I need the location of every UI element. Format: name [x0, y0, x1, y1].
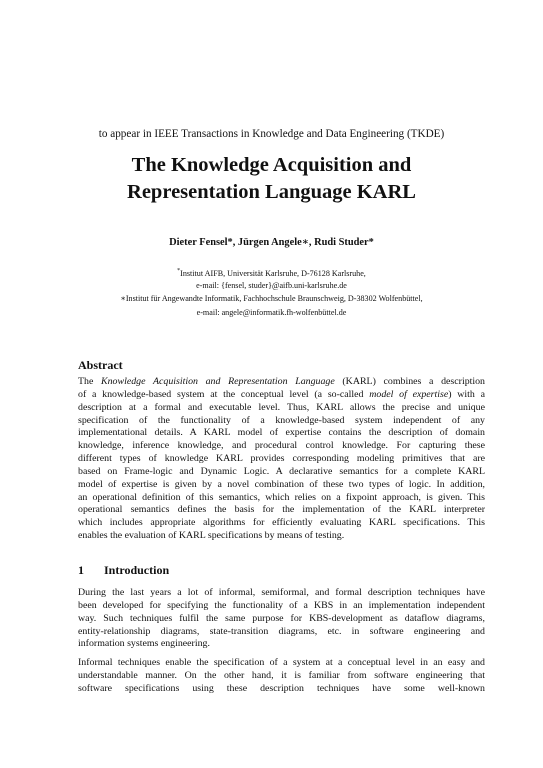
section-number: 1 — [78, 563, 84, 577]
intro-paragraph-2 — [78, 657, 485, 696]
affiliation-2: ∗Institut für Angewandte Informatik, Fachhochschule Braunschweig, D-38302 Wolfenbüttel, — [120, 294, 423, 303]
section-title: Introduction — [104, 563, 170, 577]
paper-title — [0, 152, 543, 206]
abstract-line: an operational definition of this semantics, which relies on a fixpoint approach, is given. This — [78, 491, 485, 503]
affiliation-line: Institut AIFB, Universität Karlsruhe, D-76128 Karlsruhe, — [180, 269, 366, 278]
abstract-line: implementational details. A KARL model of expertise contains the description of domain — [78, 427, 485, 439]
abstract-line: The Knowledge Acquisition and Representation Language (KARL) combines a description — [78, 376, 485, 387]
abstract-line: knowledge, inference knowledge, and procedural control knowledge. For capturing these — [78, 440, 485, 452]
affiliation-email-2: e-mail: angele@informatik.fh-wolfenbüttel.de — [196, 308, 347, 317]
affiliation-email-1: e-mail: {fensel, studer}@aifb.uni-karlsruhe.de — [196, 281, 347, 290]
intro-p2-line: software specifications using these description techniques have some well-known — [78, 682, 485, 694]
section-heading — [78, 563, 169, 578]
intro-p1-line: been developed for specifying the functionality of a KBS in an implementation independent — [78, 599, 485, 611]
intro-p1-line: way. Such techniques fulfil the same purpose for KBS-development as dataflow diagrams, — [78, 612, 485, 624]
abstract-line: operational semantics defines the basis for the implementation of the KARL interpreter — [78, 504, 485, 516]
intro-p2-line: understandable manner. On the other hand, it is familiar from software engineering that — [78, 669, 485, 681]
abstract-line: different types of knowledge KARL provides corresponding modeling primitives that are — [78, 453, 485, 465]
abstract-line: model of expertise is given by a novel combination of these two types of logic. In addition, — [78, 478, 485, 490]
abstract-line: enables the evaluation of KARL specifications by means of testing. — [78, 530, 345, 542]
title-line-1: The Knowledge Acquisition and — [131, 154, 412, 176]
affiliation-1 — [0, 265, 543, 280]
venue-note: to appear in IEEE Transactions in Knowledge and Data Engineering (TKDE) — [98, 128, 445, 140]
abstract-heading: Abstract — [78, 358, 123, 372]
intro-p1-line: entity-relationship diagrams, state-transition diagrams, etc. in software engineering and — [78, 625, 485, 637]
abstract-line: which includes appropriate algorithms for efficiently evaluating KARL specifications. This — [78, 517, 485, 529]
title-line-2: Representation Language KARL — [127, 181, 416, 203]
intro-p1-line: During the last years a lot of informal, semiformal, and formal description techniques have — [78, 587, 485, 598]
abstract-body — [78, 376, 485, 543]
italic-term: Knowledge Acquisition and Representation Language — [101, 376, 335, 387]
author-list: Dieter Fensel*, Jürgen Angele∗, Rudi Studer* — [169, 237, 374, 248]
abstract-line: specification of the functionality of a knowledge-based system independent of any — [78, 414, 485, 426]
abstract-line: based on Frame-logic and Dynamic Logic. A declarative semantics for a complete KARL — [78, 465, 485, 477]
italic-term: model of expertise — [369, 388, 449, 400]
affiliation-mark: * — [177, 268, 181, 274]
abstract-line: description at a formal and executable level. Thus, KARL allows the precise and unique — [78, 401, 485, 413]
intro-paragraph-1 — [78, 587, 485, 651]
intro-p2-line: Informal techniques enable the specification of a system at a conceptual level in an easy and — [78, 657, 485, 668]
abstract-line: of a knowledge-based system at the conceptual level (a so-called model of expertise) with a — [78, 388, 485, 400]
intro-p1-line: information systems engineering. — [78, 638, 210, 650]
